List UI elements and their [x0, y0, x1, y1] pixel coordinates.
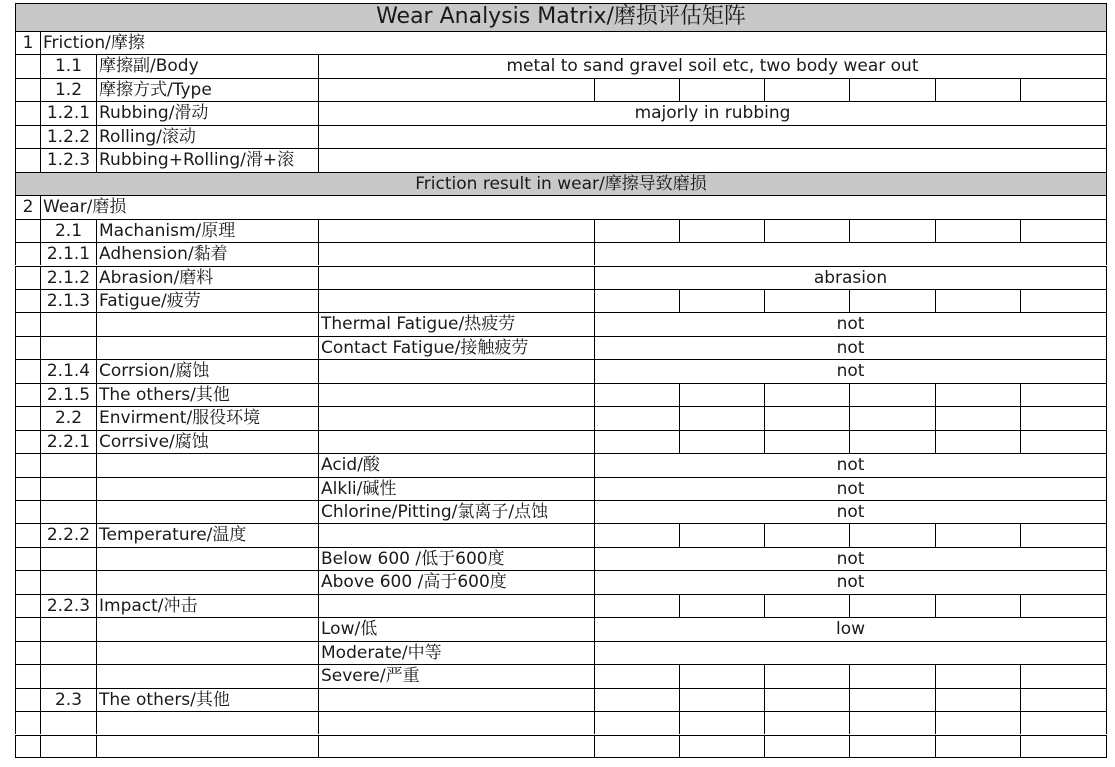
- matrix-cell[interactable]: [679, 219, 764, 242]
- table-row: [15, 547, 1107, 570]
- assessment-value[interactable]: [318, 148, 1107, 171]
- matrix-cell[interactable]: [679, 523, 764, 546]
- blank-cell: [96, 547, 318, 570]
- assessment-value[interactable]: majorly in rubbing: [318, 101, 1107, 124]
- table-row: [15, 242, 1107, 265]
- matrix-cell[interactable]: [594, 594, 679, 617]
- matrix-cell[interactable]: [849, 406, 935, 429]
- table-row: [15, 78, 1107, 101]
- item-label: 摩擦方式/Type: [96, 78, 318, 101]
- item-label: Corrsion/腐蚀: [96, 359, 318, 382]
- matrix-cell[interactable]: [594, 523, 679, 546]
- blank-cell: [96, 570, 318, 593]
- blank-cell: [96, 664, 318, 687]
- blank-cell: [40, 547, 96, 570]
- matrix-cell[interactable]: [318, 735, 594, 759]
- assessment-value[interactable]: not: [594, 500, 1107, 523]
- sub-item-label: Above 600 /高于600度: [318, 570, 594, 593]
- table-row: [15, 735, 1107, 759]
- matrix-cell[interactable]: [849, 219, 935, 242]
- item-label: The others/其他: [96, 383, 318, 406]
- matrix-cell[interactable]: [679, 594, 764, 617]
- item-label: 摩擦副/Body: [96, 54, 318, 77]
- item-label: Temperature/温度: [96, 523, 318, 546]
- assessment-value[interactable]: abrasion: [594, 266, 1107, 289]
- table-row: [15, 31, 1107, 54]
- blank-cell: [15, 383, 40, 406]
- blank-cell: [40, 617, 96, 640]
- matrix-cell[interactable]: [1020, 688, 1107, 711]
- matrix-cell[interactable]: [764, 594, 849, 617]
- matrix-cell[interactable]: [935, 594, 1020, 617]
- table-row: [15, 641, 1107, 664]
- matrix-cell[interactable]: [594, 78, 679, 101]
- matrix-cell[interactable]: [849, 383, 935, 406]
- table-row: [15, 523, 1107, 546]
- table-row: [15, 336, 1107, 359]
- item-number: [40, 735, 96, 759]
- item-number: 2.2.1: [40, 430, 96, 453]
- matrix-cell[interactable]: [1020, 289, 1107, 312]
- matrix-cell[interactable]: [849, 523, 935, 546]
- matrix-cell[interactable]: [1020, 735, 1107, 759]
- section-label: Friction/摩擦: [40, 31, 1107, 54]
- blank-cell: [15, 406, 40, 429]
- item-number: 2.1.1: [40, 242, 96, 265]
- sub-item-label: Acid/酸: [318, 453, 594, 476]
- table-row: [15, 359, 1107, 382]
- item-number: 2.2.2: [40, 523, 96, 546]
- assessment-value[interactable]: not: [594, 359, 1107, 382]
- matrix-cell[interactable]: [935, 523, 1020, 546]
- blank-cell: [15, 641, 40, 664]
- matrix-cell[interactable]: [679, 289, 764, 312]
- item-label: Fatigue/疲劳: [96, 289, 318, 312]
- blank-cell: [15, 523, 40, 546]
- matrix-cell[interactable]: [679, 735, 764, 759]
- blank-cell: [15, 477, 40, 500]
- table-row: [15, 711, 1107, 734]
- sub-item-label: Severe/严重: [318, 664, 594, 687]
- assessment-value[interactable]: [594, 242, 1107, 265]
- matrix-cell[interactable]: [1020, 664, 1107, 687]
- blank-cell: [40, 664, 96, 687]
- blank-cell: [15, 735, 40, 759]
- item-label: Envirment/服役环境: [96, 406, 318, 429]
- matrix-cell[interactable]: [318, 266, 594, 289]
- matrix-cell[interactable]: [318, 78, 594, 101]
- title-row: [15, 3, 1107, 31]
- blank-cell: [40, 312, 96, 335]
- matrix-cell[interactable]: [935, 219, 1020, 242]
- section-number: 1: [15, 31, 40, 54]
- matrix-title: Wear Analysis Matrix/磨损评估矩阵: [15, 3, 1107, 31]
- blank-cell: [40, 570, 96, 593]
- matrix-cell[interactable]: [679, 383, 764, 406]
- matrix-cell[interactable]: [594, 383, 679, 406]
- assessment-value[interactable]: not: [594, 477, 1107, 500]
- item-number: 2.3: [40, 688, 96, 711]
- item-number: 2.2.3: [40, 594, 96, 617]
- table-row: [15, 406, 1107, 429]
- item-label: [96, 711, 318, 734]
- sub-item-label: Alkli/碱性: [318, 477, 594, 500]
- matrix-cell[interactable]: [1020, 219, 1107, 242]
- matrix-cell[interactable]: [1020, 430, 1107, 453]
- matrix-cell[interactable]: [1020, 78, 1107, 101]
- item-number: 2.1.4: [40, 359, 96, 382]
- table-row: [15, 289, 1107, 312]
- matrix-cell[interactable]: [594, 688, 679, 711]
- matrix-cell[interactable]: [594, 430, 679, 453]
- assessment-value[interactable]: low: [594, 617, 1107, 640]
- assessment-value[interactable]: not: [594, 453, 1107, 476]
- matrix-cell[interactable]: [764, 735, 849, 759]
- blank-cell: [15, 688, 40, 711]
- matrix-cell[interactable]: [679, 664, 764, 687]
- sub-item-label: Chlorine/Pitting/氯离子/点蚀: [318, 500, 594, 523]
- table-row: [15, 453, 1107, 476]
- blank-cell: [15, 101, 40, 124]
- blank-cell: [96, 617, 318, 640]
- blank-cell: [15, 570, 40, 593]
- item-label: The others/其他: [96, 688, 318, 711]
- matrix-cell[interactable]: [849, 594, 935, 617]
- matrix-cell[interactable]: [594, 406, 679, 429]
- matrix-cell[interactable]: [935, 711, 1020, 734]
- matrix-cell[interactable]: [935, 664, 1020, 687]
- blank-cell: [15, 453, 40, 476]
- blank-cell: [15, 359, 40, 382]
- table-row: [15, 477, 1107, 500]
- table-row: [15, 172, 1107, 195]
- matrix-cell[interactable]: [1020, 711, 1107, 734]
- blank-cell: [15, 430, 40, 453]
- matrix-cell[interactable]: [318, 242, 594, 265]
- table-row: [15, 594, 1107, 617]
- sub-item-label: Below 600 /低于600度: [318, 547, 594, 570]
- matrix-cell[interactable]: [318, 594, 594, 617]
- item-label: Rubbing+Rolling/滑+滚: [96, 148, 318, 171]
- matrix-cell[interactable]: [764, 711, 849, 734]
- table-row: [15, 148, 1107, 171]
- table-row: [15, 195, 1107, 218]
- matrix-cell[interactable]: [849, 664, 935, 687]
- matrix-cell[interactable]: [764, 688, 849, 711]
- section-number: 2: [15, 195, 40, 218]
- table-row: [15, 664, 1107, 687]
- matrix-cell[interactable]: [318, 219, 594, 242]
- item-label: Corrsive/腐蚀: [96, 430, 318, 453]
- matrix-cell[interactable]: [1020, 523, 1107, 546]
- item-label: Abrasion/磨料: [96, 266, 318, 289]
- blank-cell: [15, 500, 40, 523]
- matrix-cell[interactable]: [849, 711, 935, 734]
- matrix-cell[interactable]: [935, 430, 1020, 453]
- section-banner: Friction result in wear/摩擦导致磨损: [15, 172, 1107, 195]
- matrix-cell[interactable]: [318, 430, 594, 453]
- item-number: [40, 711, 96, 734]
- sub-item-label: Thermal Fatigue/热疲劳: [318, 312, 594, 335]
- blank-cell: [96, 641, 318, 664]
- blank-cell: [15, 54, 40, 77]
- assessment-value[interactable]: not: [594, 336, 1107, 359]
- matrix-cell[interactable]: [849, 289, 935, 312]
- blank-cell: [15, 664, 40, 687]
- table-row: [15, 570, 1107, 593]
- blank-cell: [15, 125, 40, 148]
- matrix-cell[interactable]: [318, 406, 594, 429]
- section-label: Wear/磨损: [40, 195, 1107, 218]
- item-number: 2.2: [40, 406, 96, 429]
- assessment-value[interactable]: not: [594, 570, 1107, 593]
- item-number: 2.1.3: [40, 289, 96, 312]
- matrix-cell[interactable]: [849, 78, 935, 101]
- matrix-cell[interactable]: [679, 430, 764, 453]
- matrix-cell[interactable]: [764, 664, 849, 687]
- matrix-cell[interactable]: [318, 688, 594, 711]
- blank-cell: [96, 453, 318, 476]
- item-label: Rolling/滚动: [96, 125, 318, 148]
- table-row: [15, 688, 1107, 711]
- matrix-cell[interactable]: [594, 735, 679, 759]
- matrix-cell[interactable]: [935, 406, 1020, 429]
- matrix-cell[interactable]: [318, 711, 594, 734]
- matrix-cell[interactable]: [679, 406, 764, 429]
- table-row: [15, 500, 1107, 523]
- blank-cell: [15, 547, 40, 570]
- sub-item-label: Low/低: [318, 617, 594, 640]
- matrix-cell[interactable]: [935, 735, 1020, 759]
- blank-cell: [15, 78, 40, 101]
- item-label: Adhension/黏着: [96, 242, 318, 265]
- table-row: [15, 125, 1107, 148]
- item-number: 2.1.5: [40, 383, 96, 406]
- matrix-cell[interactable]: [318, 289, 594, 312]
- sub-item-label: Moderate/中等: [318, 641, 594, 664]
- blank-cell: [96, 312, 318, 335]
- table-row: [15, 312, 1107, 335]
- table-row: [15, 617, 1107, 640]
- blank-cell: [96, 477, 318, 500]
- assessment-value[interactable]: [594, 641, 1107, 664]
- matrix-cell[interactable]: [1020, 406, 1107, 429]
- matrix-cell[interactable]: [318, 359, 594, 382]
- table-row: [15, 101, 1107, 124]
- item-label: Rubbing/滑动: [96, 101, 318, 124]
- matrix-cell[interactable]: [935, 289, 1020, 312]
- table-row: [15, 54, 1107, 77]
- blank-cell: [15, 594, 40, 617]
- wear-analysis-matrix: [15, 3, 1107, 758]
- blank-cell: [40, 500, 96, 523]
- blank-cell: [15, 266, 40, 289]
- assessment-value[interactable]: not: [594, 312, 1107, 335]
- matrix-cell[interactable]: [594, 289, 679, 312]
- item-number: 1.2.3: [40, 148, 96, 171]
- item-number: 1.2: [40, 78, 96, 101]
- table-row: [15, 430, 1107, 453]
- table-row: [15, 266, 1107, 289]
- blank-cell: [96, 500, 318, 523]
- matrix-cell[interactable]: [318, 523, 594, 546]
- blank-cell: [40, 453, 96, 476]
- blank-cell: [15, 219, 40, 242]
- matrix-cell[interactable]: [679, 78, 764, 101]
- matrix-cell[interactable]: [679, 711, 764, 734]
- assessment-value[interactable]: not: [594, 547, 1107, 570]
- blank-cell: [96, 336, 318, 359]
- blank-cell: [15, 336, 40, 359]
- item-label: Machanism/原理: [96, 219, 318, 242]
- item-label: Impact/冲击: [96, 594, 318, 617]
- item-number: 1.2.1: [40, 101, 96, 124]
- matrix-cell[interactable]: [764, 523, 849, 546]
- matrix-cell[interactable]: [764, 219, 849, 242]
- item-number: 1.2.2: [40, 125, 96, 148]
- blank-cell: [15, 617, 40, 640]
- matrix-cell[interactable]: [935, 383, 1020, 406]
- blank-cell: [40, 641, 96, 664]
- item-number: 1.1: [40, 54, 96, 77]
- matrix-cell[interactable]: [764, 78, 849, 101]
- item-number: 2.1.2: [40, 266, 96, 289]
- blank-cell: [15, 312, 40, 335]
- matrix-cell[interactable]: [594, 711, 679, 734]
- blank-cell: [15, 242, 40, 265]
- matrix-cell[interactable]: [935, 78, 1020, 101]
- blank-cell: [15, 711, 40, 734]
- matrix-cell[interactable]: [594, 664, 679, 687]
- table-row: [15, 383, 1107, 406]
- blank-cell: [40, 336, 96, 359]
- matrix-cell[interactable]: [935, 688, 1020, 711]
- matrix-cell[interactable]: [849, 430, 935, 453]
- table-row: [15, 219, 1107, 242]
- matrix-cell[interactable]: [1020, 383, 1107, 406]
- matrix-cell[interactable]: [849, 688, 935, 711]
- blank-cell: [15, 289, 40, 312]
- matrix-cell[interactable]: [849, 735, 935, 759]
- matrix-cell[interactable]: [764, 383, 849, 406]
- matrix-cell[interactable]: [679, 688, 764, 711]
- assessment-value[interactable]: [318, 125, 1107, 148]
- blank-cell: [40, 477, 96, 500]
- blank-cell: [15, 148, 40, 171]
- sub-item-label: Contact Fatigue/接触疲劳: [318, 336, 594, 359]
- item-number: 2.1: [40, 219, 96, 242]
- matrix-cell[interactable]: [764, 406, 849, 429]
- item-label: [96, 735, 318, 759]
- assessment-value[interactable]: metal to sand gravel soil etc, two body wear out: [318, 54, 1107, 77]
- matrix-cell[interactable]: [318, 383, 594, 406]
- matrix-cell[interactable]: [764, 289, 849, 312]
- matrix-cell[interactable]: [594, 219, 679, 242]
- matrix-cell[interactable]: [764, 430, 849, 453]
- matrix-cell[interactable]: [1020, 594, 1107, 617]
